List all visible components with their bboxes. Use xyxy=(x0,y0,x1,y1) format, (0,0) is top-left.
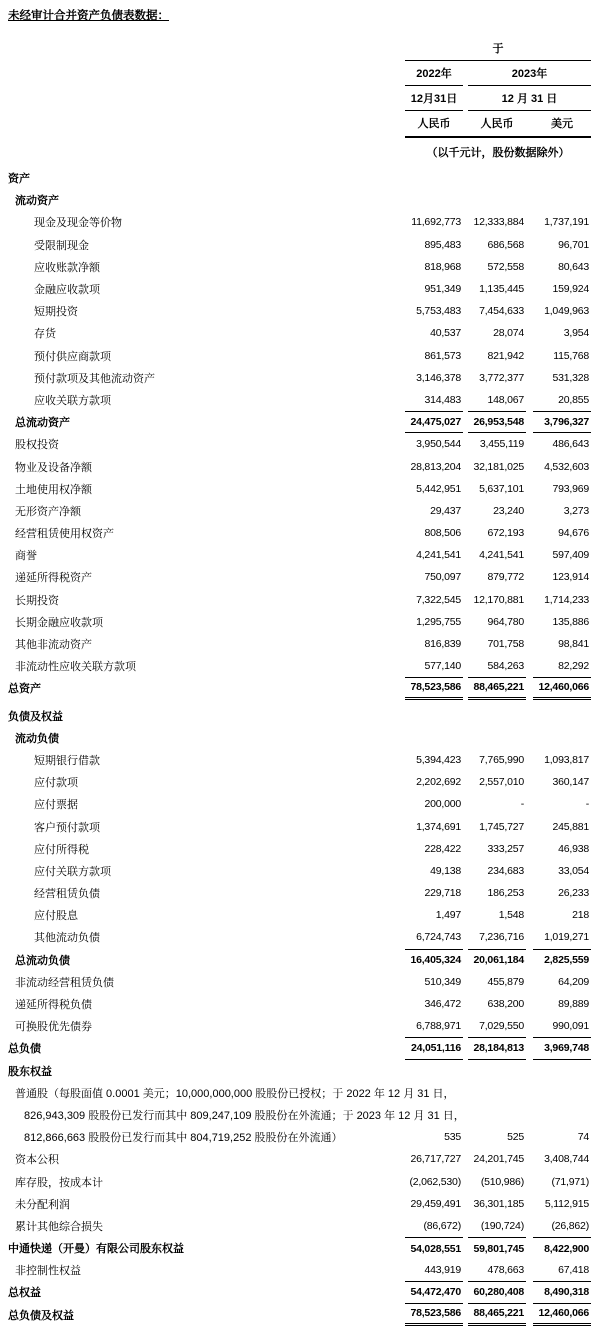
table-row xyxy=(8,1082,591,1104)
value-2023-usd: 3,796,327 xyxy=(533,411,591,433)
table-row xyxy=(8,655,591,677)
value-2022-rmb: 24,051,116 xyxy=(405,1037,463,1059)
value-2023-usd: 360,147 xyxy=(552,776,589,789)
value-2023-rmb: 701,758 xyxy=(487,638,524,651)
table-row xyxy=(8,1015,591,1037)
row-label: 物业及设备净额 xyxy=(15,461,92,474)
row-label: 中通快递（开曼）有限公司股东权益 xyxy=(8,1243,184,1256)
row-label: 客户预付款项 xyxy=(34,821,100,834)
value-2022-rmb: 510,349 xyxy=(424,975,461,988)
value-2022-rmb: 78,523,586 xyxy=(405,677,463,699)
value-2023-rmb: 879,772 xyxy=(487,571,524,584)
value-2023-rmb: 88,465,221 xyxy=(468,677,526,699)
value-2023-rmb: 3,455,119 xyxy=(479,438,524,451)
table-header xyxy=(405,37,591,160)
value-2023-usd: 159,924 xyxy=(552,283,589,296)
value-2023-usd: 33,054 xyxy=(558,864,589,877)
value-2022-rmb xyxy=(405,167,463,189)
value-2022-rmb xyxy=(405,727,463,749)
value-2022-rmb: 818,968 xyxy=(424,260,461,273)
row-label: 短期投资 xyxy=(34,306,78,319)
row-label: 受限制现金 xyxy=(34,239,89,252)
value-2023-usd: 98,841 xyxy=(558,638,589,651)
value-2022-rmb: 1,295,755 xyxy=(416,615,461,628)
table-row xyxy=(8,1281,591,1303)
table-row xyxy=(8,167,591,189)
value-2023-usd: 46,938 xyxy=(558,842,589,855)
table-row xyxy=(8,771,591,793)
value-2022-rmb: 54,472,470 xyxy=(405,1281,463,1303)
value-2023-rmb: 5,637,101 xyxy=(479,482,524,495)
value-2023-usd: (26,862) xyxy=(551,1219,589,1232)
table-row xyxy=(8,211,591,233)
row-label: 总负债及权益 xyxy=(8,1309,74,1322)
row-label: 短期银行借款 xyxy=(34,754,100,767)
value-2023-usd: 67,418 xyxy=(558,1264,589,1277)
value-2022-rmb: 443,919 xyxy=(424,1264,461,1277)
value-2023-usd: 5,112,915 xyxy=(544,1197,589,1210)
value-2022-rmb: 1,497 xyxy=(435,909,461,922)
value-2022-rmb: 346,472 xyxy=(424,998,461,1011)
table-row xyxy=(8,1237,591,1259)
row-label: 应付关联方款项 xyxy=(34,865,111,878)
value-2022-rmb: 4,241,541 xyxy=(416,549,461,562)
value-2023-rmb: 686,568 xyxy=(487,238,524,251)
row-label: 流动资产 xyxy=(15,195,59,208)
value-2022-rmb: 28,813,204 xyxy=(410,460,461,473)
value-2022-rmb: (2,062,530) xyxy=(409,1175,461,1188)
value-2022-rmb xyxy=(405,1060,463,1082)
value-2022-rmb: (86,672) xyxy=(423,1219,461,1232)
value-2022-rmb: 3,146,378 xyxy=(416,371,461,384)
value-2022-rmb: 6,788,971 xyxy=(416,1020,461,1033)
table-row xyxy=(8,522,591,544)
value-2023-rmb: 148,067 xyxy=(487,393,524,406)
row-label: 股东权益 xyxy=(8,1065,52,1078)
row-label: 土地使用权净额 xyxy=(15,483,92,496)
value-2023-rmb xyxy=(468,167,526,189)
value-2023-usd: 486,643 xyxy=(552,438,589,451)
row-label: 商誉 xyxy=(15,550,37,563)
value-2023-rmb: 455,879 xyxy=(487,975,524,988)
value-2022-rmb: 11,692,773 xyxy=(411,216,461,229)
value-2023-usd xyxy=(550,1082,591,1104)
value-2022-rmb: 29,459,491 xyxy=(410,1197,461,1210)
page-title: 未经审计合并资产负债表数据： xyxy=(8,10,169,22)
table-row xyxy=(8,1215,591,1237)
value-2023-rmb: 186,253 xyxy=(487,887,524,900)
value-2023-rmb: 23,240 xyxy=(493,504,524,517)
value-2023-rmb: 1,548 xyxy=(498,909,524,922)
value-2022-rmb: 54,028,551 xyxy=(405,1237,463,1259)
currency-2023-rmb-label: 人民币 xyxy=(480,118,514,130)
table-row xyxy=(8,1170,591,1192)
value-2023-usd xyxy=(533,167,591,189)
row-label: 应付所得税 xyxy=(34,843,89,856)
table-row xyxy=(8,234,591,256)
row-label: 普通股（每股面值 0.0001 美元；10,000,000,000 股股份已授权；于 2022 年 12 月 31 日， xyxy=(15,1087,455,1100)
value-2023-usd: 1,019,271 xyxy=(544,931,589,944)
table-row xyxy=(8,611,591,633)
table-row xyxy=(8,411,591,433)
value-2022-rmb xyxy=(455,1082,496,1104)
value-2023-rmb: 333,257 xyxy=(487,842,524,855)
value-2023-usd: 80,643 xyxy=(558,260,589,273)
value-2023-rmb: 525 xyxy=(507,1131,524,1144)
table-row xyxy=(8,300,591,322)
value-2023-rmb: 234,683 xyxy=(487,864,524,877)
table-row xyxy=(8,455,591,477)
value-2022-rmb: 2,202,692 xyxy=(416,776,461,789)
row-label: 递延所得税资产 xyxy=(15,572,92,585)
table-row xyxy=(8,904,591,926)
value-2023-rmb: 821,942 xyxy=(487,349,524,362)
value-2023-usd: 531,328 xyxy=(552,371,589,384)
value-2022-rmb: 577,140 xyxy=(424,660,461,673)
table-row xyxy=(8,749,591,771)
value-2023-usd: 12,460,066 xyxy=(533,1304,591,1326)
row-label: 应付票据 xyxy=(34,799,78,812)
row-label: 预付款项及其他流动资产 xyxy=(34,372,155,385)
row-label: 总流动负债 xyxy=(15,954,70,967)
value-2023-usd: 64,209 xyxy=(558,975,589,988)
value-2022-rmb: 228,422 xyxy=(424,842,461,855)
value-2023-usd: 2,825,559 xyxy=(533,949,591,971)
value-2022-rmb: 808,506 xyxy=(424,527,461,540)
value-2022-rmb xyxy=(405,705,463,727)
value-2023-usd: 4,532,603 xyxy=(544,460,589,473)
value-2022-rmb: 816,839 xyxy=(424,638,461,651)
row-label: 应收关联方款项 xyxy=(34,394,111,407)
value-2023-usd: 8,422,900 xyxy=(533,1237,591,1259)
value-2023-usd xyxy=(533,705,591,727)
year-header-row xyxy=(405,61,591,86)
value-2023-rmb: 1,135,445 xyxy=(479,283,524,296)
value-2023-rmb: 26,953,548 xyxy=(468,411,526,433)
date-2022-label: 12月31日 xyxy=(405,86,463,111)
value-2023-rmb: 1,745,727 xyxy=(479,820,524,833)
year-2023-label: 2023年 xyxy=(468,61,591,86)
value-2023-usd: - xyxy=(585,798,589,811)
value-2023-rmb xyxy=(468,727,526,749)
table-row xyxy=(8,705,591,727)
table-row xyxy=(8,256,591,278)
value-2022-rmb: 49,138 xyxy=(430,864,461,877)
row-label: 负债及权益 xyxy=(8,710,63,723)
row-label: 递延所得税负债 xyxy=(15,999,92,1012)
row-label: 826,943,309 股股份已发行而其中 809,247,109 股股份在外流通；于 2023 年 12 月 31 日， xyxy=(24,1109,465,1122)
value-2023-usd: 3,969,748 xyxy=(533,1037,591,1059)
row-label: 非流动经营租赁负债 xyxy=(15,976,114,989)
value-2022-rmb: 3,950,544 xyxy=(416,438,461,451)
value-2023-rmb xyxy=(468,1060,526,1082)
value-2022-rmb: 29,437 xyxy=(430,504,461,517)
value-2022-rmb: 26,717,727 xyxy=(410,1153,461,1166)
row-label: 应付股息 xyxy=(34,910,78,923)
currency-header-row xyxy=(405,111,591,138)
table-row xyxy=(8,926,591,948)
value-2023-usd xyxy=(533,189,591,211)
value-2023-rmb xyxy=(468,189,526,211)
value-2023-rmb: 24,201,745 xyxy=(473,1153,524,1166)
as-of-label: 于 xyxy=(405,37,591,61)
value-2023-usd: 3,408,744 xyxy=(544,1153,589,1166)
value-2022-rmb: 5,442,951 xyxy=(416,482,461,495)
value-2022-rmb xyxy=(465,1104,503,1126)
row-label: 资本公积 xyxy=(15,1154,59,1167)
row-label: 长期投资 xyxy=(15,594,59,607)
value-2023-usd: 8,490,318 xyxy=(533,1281,591,1303)
table-row xyxy=(8,1304,591,1326)
value-2023-usd: (71,971) xyxy=(551,1175,589,1188)
row-label: 812,866,663 股股份已发行而其中 804,719,252 股股份在外流通） xyxy=(24,1132,343,1145)
value-2023-rmb: 7,454,633 xyxy=(479,305,524,318)
table-row xyxy=(8,345,591,367)
row-label: 可换股优先债券 xyxy=(15,1021,92,1034)
value-2023-usd xyxy=(533,727,591,749)
value-2023-usd: 3,273 xyxy=(563,504,589,517)
value-2023-usd: 12,460,066 xyxy=(533,677,591,699)
table-row xyxy=(8,1060,591,1082)
value-2023-rmb: 88,465,221 xyxy=(468,1304,526,1326)
table-row xyxy=(8,860,591,882)
value-2023-usd: 597,409 xyxy=(552,549,589,562)
table-row xyxy=(8,1193,591,1215)
row-label: 其他非流动资产 xyxy=(15,639,92,652)
value-2023-usd: 1,049,963 xyxy=(544,305,589,318)
table-row xyxy=(8,633,591,655)
row-label: 经营租赁使用权资产 xyxy=(15,528,114,541)
table-row xyxy=(8,815,591,837)
value-2023-usd: 990,091 xyxy=(552,1020,589,1033)
value-2023-usd: 1,093,817 xyxy=(544,753,589,766)
row-label: 总权益 xyxy=(8,1287,41,1300)
value-2023-rmb: 2,557,010 xyxy=(479,776,524,789)
value-2023-rmb: 12,333,884 xyxy=(473,216,524,229)
value-2023-rmb: 7,236,716 xyxy=(479,931,524,944)
table-row xyxy=(8,1037,591,1059)
table-row xyxy=(8,589,591,611)
value-2023-usd xyxy=(553,1104,591,1126)
value-2023-usd: 1,737,191 xyxy=(544,216,589,229)
value-2023-rmb: 584,263 xyxy=(487,660,524,673)
table-row xyxy=(8,677,591,699)
date-2023-label: 12 月 31 日 xyxy=(468,86,591,111)
value-2023-rmb xyxy=(501,1082,542,1104)
value-2023-usd: 218 xyxy=(572,909,589,922)
value-2022-rmb: 229,718 xyxy=(424,887,461,900)
value-2022-rmb: 200,000 xyxy=(424,798,461,811)
row-label: 累计其他综合损失 xyxy=(15,1220,103,1233)
table-row xyxy=(8,278,591,300)
value-2023-rmb: 20,061,184 xyxy=(468,949,526,971)
table-row xyxy=(8,478,591,500)
value-2023-usd: 82,292 xyxy=(558,660,589,673)
row-label: 总流动资产 xyxy=(15,417,70,430)
row-label: 经营租赁负债 xyxy=(34,888,100,901)
value-2022-rmb: 314,483 xyxy=(424,393,461,406)
date-header-row xyxy=(405,86,591,111)
row-label: 非流动性应收关联方款项 xyxy=(15,661,136,674)
value-2023-rmb: 59,801,745 xyxy=(468,1237,526,1259)
value-2022-rmb: 5,753,483 xyxy=(416,305,461,318)
value-2023-rmb: 964,780 xyxy=(487,615,524,628)
value-2023-rmb: (190,724) xyxy=(480,1219,524,1232)
table-row xyxy=(8,1148,591,1170)
year-2022-label: 2022年 xyxy=(405,61,463,86)
row-label: 总资产 xyxy=(8,683,41,696)
table-row xyxy=(8,793,591,815)
value-2023-rmb: 32,181,025 xyxy=(473,460,524,473)
table-row xyxy=(8,727,591,749)
value-2022-rmb: 895,483 xyxy=(424,238,461,251)
value-2023-usd: 3,954 xyxy=(563,327,589,340)
table-row xyxy=(8,433,591,455)
row-label: 流动负债 xyxy=(15,732,59,745)
table-row xyxy=(8,949,591,971)
row-label: 资产 xyxy=(8,173,30,186)
value-2022-rmb xyxy=(405,189,463,211)
value-2022-rmb: 951,349 xyxy=(424,283,461,296)
value-2023-rmb: (510,986) xyxy=(480,1175,524,1188)
table-row xyxy=(8,566,591,588)
value-2023-rmb: 4,241,541 xyxy=(479,549,524,562)
table-row xyxy=(8,971,591,993)
value-2022-rmb: 1,374,691 xyxy=(416,820,461,833)
value-2023-usd: 96,701 xyxy=(558,238,589,251)
table-row xyxy=(8,389,591,411)
row-label: 非控制性权益 xyxy=(15,1265,81,1278)
value-2023-usd xyxy=(533,1060,591,1082)
value-2023-rmb: 672,193 xyxy=(487,527,524,540)
value-2022-rmb: 6,724,743 xyxy=(416,931,461,944)
table-row xyxy=(8,993,591,1015)
value-2022-rmb: 24,475,027 xyxy=(405,411,463,433)
value-2023-rmb xyxy=(508,1104,546,1126)
balance-sheet-body xyxy=(8,167,591,1326)
value-2023-usd: 74 xyxy=(577,1131,589,1144)
row-label: 应收账款净额 xyxy=(34,261,100,274)
value-2022-rmb: 16,405,324 xyxy=(405,949,463,971)
row-label: 金融应收款项 xyxy=(34,284,100,297)
value-2023-usd: 26,233 xyxy=(558,887,589,900)
table-row xyxy=(8,1104,591,1126)
value-2022-rmb: 78,523,586 xyxy=(405,1304,463,1326)
value-2023-rmb: - xyxy=(520,798,524,811)
value-2023-rmb: 28,074 xyxy=(493,327,524,340)
row-label: 现金及现金等价物 xyxy=(34,217,122,230)
table-row xyxy=(8,500,591,522)
value-2023-rmb xyxy=(468,705,526,727)
table-row xyxy=(8,1126,591,1148)
unit-note: （以千元计，股份数据除外） xyxy=(426,147,570,159)
row-label: 应付款项 xyxy=(34,777,78,790)
value-2023-usd: 20,855 xyxy=(558,393,589,406)
row-label: 存货 xyxy=(34,328,56,341)
value-2023-rmb: 478,663 xyxy=(487,1264,524,1277)
value-2023-rmb: 60,280,408 xyxy=(468,1281,526,1303)
value-2022-rmb: 40,537 xyxy=(430,327,461,340)
value-2023-rmb: 7,029,550 xyxy=(479,1020,524,1033)
value-2022-rmb: 750,097 xyxy=(424,571,461,584)
value-2023-usd: 1,714,233 xyxy=(544,593,589,606)
value-2023-usd: 123,914 xyxy=(552,571,589,584)
value-2022-rmb: 5,394,423 xyxy=(416,753,461,766)
value-2023-usd: 135,886 xyxy=(552,615,589,628)
row-label: 长期金融应收款项 xyxy=(15,616,103,629)
row-label: 其他流动负债 xyxy=(34,932,100,945)
value-2023-usd: 793,969 xyxy=(552,482,589,495)
row-label: 股权投资 xyxy=(15,439,59,452)
table-row xyxy=(8,544,591,566)
value-2022-rmb: 535 xyxy=(444,1131,461,1144)
value-2022-rmb: 861,573 xyxy=(424,349,461,362)
value-2023-rmb: 7,765,990 xyxy=(479,753,524,766)
value-2022-rmb: 7,322,545 xyxy=(416,593,461,606)
currency-2023-usd-label: 美元 xyxy=(551,118,573,130)
row-label: 无形资产净额 xyxy=(15,505,81,518)
table-row xyxy=(8,838,591,860)
table-row xyxy=(8,882,591,904)
value-2023-rmb: 3,772,377 xyxy=(479,371,524,384)
table-row xyxy=(8,367,591,389)
table-row xyxy=(8,322,591,344)
currency-2022-rmb-label: 人民币 xyxy=(417,118,451,130)
table-row xyxy=(8,189,591,211)
value-2023-usd: 89,889 xyxy=(558,998,589,1011)
row-label: 未分配利润 xyxy=(15,1198,70,1211)
value-2023-rmb: 36,301,185 xyxy=(473,1197,524,1210)
value-2023-usd: 245,881 xyxy=(552,820,589,833)
row-label: 总负债 xyxy=(8,1043,41,1056)
value-2023-rmb: 572,558 xyxy=(487,260,524,273)
value-2023-rmb: 638,200 xyxy=(487,998,524,1011)
value-2023-rmb: 28,184,813 xyxy=(468,1037,526,1059)
value-2023-usd: 94,676 xyxy=(558,527,589,540)
row-label: 预付供应商款项 xyxy=(34,350,111,363)
row-label: 库存股，按成本计 xyxy=(15,1176,103,1189)
value-2023-usd: 115,768 xyxy=(553,349,589,362)
value-2023-rmb: 12,170,881 xyxy=(473,593,524,606)
table-row xyxy=(8,1259,591,1281)
